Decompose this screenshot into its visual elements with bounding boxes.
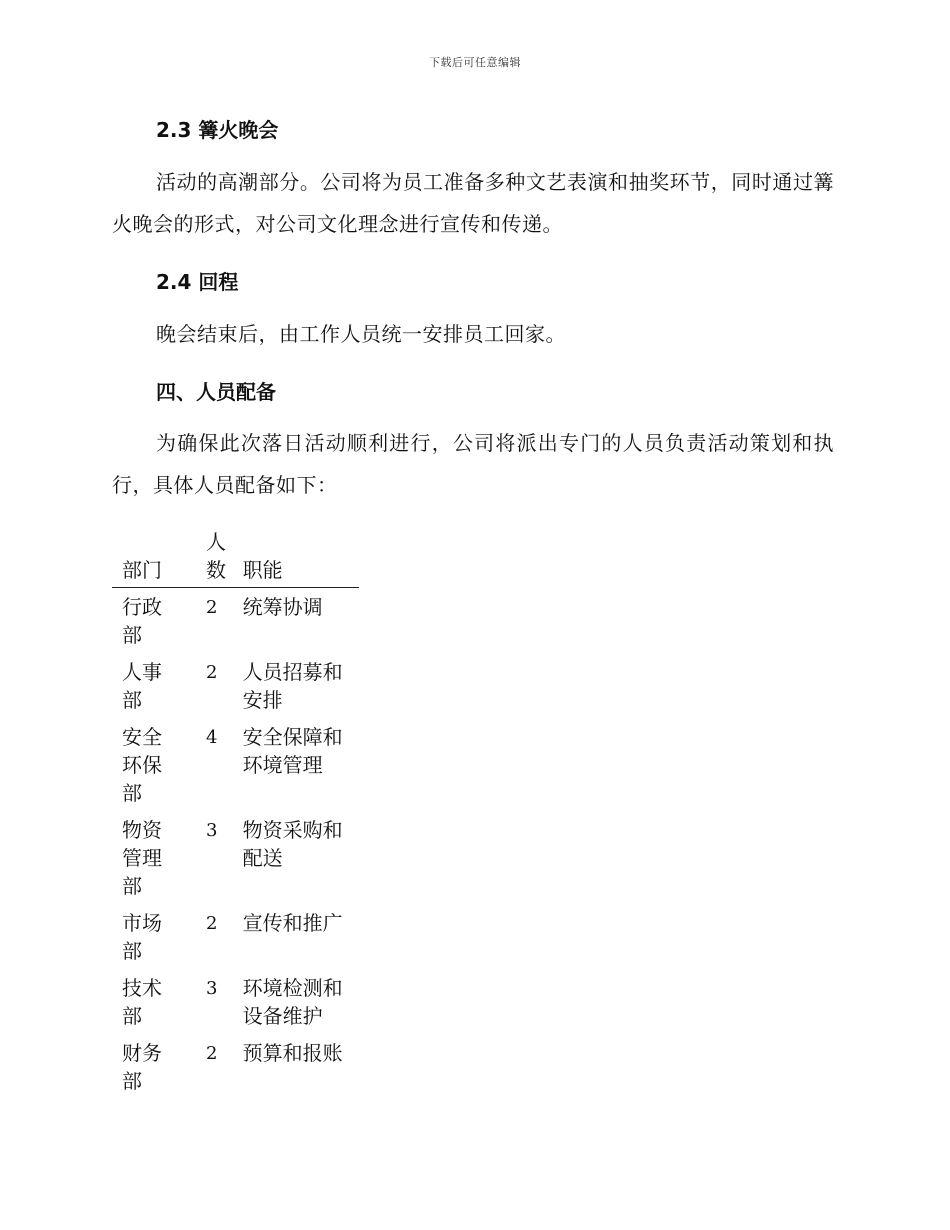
table-body: [112, 588, 359, 1100]
func-text: 物资采购和配送: [242, 818, 343, 870]
table-cell-count: 2: [206, 597, 218, 618]
table-header-count-label: 人数: [206, 530, 227, 582]
table-row: [112, 653, 359, 718]
func-text: 预算和报账: [242, 1041, 343, 1065]
dept-name: 技术部: [122, 976, 162, 1028]
dept-name: 人事部: [122, 660, 162, 712]
table-cell-count: 3: [206, 978, 218, 999]
section-paragraph-4: 为确保此次落日活动顺利进行，公司将派出专门的人员负责活动策划和执行，具体人员配备如下：: [112, 431, 834, 497]
table-row: [112, 1034, 359, 1099]
table-row: [112, 904, 359, 969]
table-cell-func: [243, 904, 359, 969]
page-header: 下载后可任意编辑: [429, 56, 521, 69]
section-paragraph-2-3: 活动的高潮部分。公司将为员工准备多种文艺表演和抽奖环节，同时通过篝火晚会的形式，对公司文化理念进行宣传和传递。: [112, 170, 834, 236]
func-text: 宣传和推广: [242, 911, 343, 935]
section-heading-2-3: 2.3 篝火晚会: [156, 118, 279, 142]
staffing-table-container: [112, 528, 359, 1099]
table-cell-dept: [112, 718, 174, 811]
table-header-dept: 部门: [112, 528, 174, 588]
section-heading-2-4: 2.4 回程: [156, 270, 239, 294]
dept-name: 物资管理部: [122, 818, 162, 898]
table-cell-count: 2: [206, 1043, 218, 1064]
table-row: [112, 718, 359, 811]
table-cell-count: 2: [206, 913, 218, 934]
table-row: [112, 811, 359, 904]
table-cell-dept: [112, 969, 174, 1034]
dept-name: 财务部: [122, 1041, 162, 1093]
table-cell-dept: [112, 653, 174, 718]
staffing-table: [112, 528, 359, 1099]
table-row: [112, 969, 359, 1034]
dept-name: 行政部: [122, 595, 162, 647]
table-cell-dept: [112, 904, 174, 969]
func-text: 安全保障和环境管理: [242, 725, 343, 777]
section-paragraph-2-4: 晚会结束后，由工作人员统一安排员工回家。: [156, 322, 566, 346]
func-text: 统筹协调: [242, 595, 323, 619]
table-cell-func: [243, 653, 359, 718]
table-header-row: [112, 528, 359, 588]
func-text: 人员招募和安排: [242, 660, 343, 712]
table-cell-func: [243, 588, 359, 654]
func-text: 环境检测和设备维护: [242, 976, 343, 1028]
table-cell-count: 2: [206, 662, 218, 683]
table-cell-dept: [112, 1034, 174, 1099]
table-header-func: 职能: [243, 528, 359, 588]
section-heading-4: 四、人员配备: [156, 380, 276, 404]
dept-name: 市场部: [122, 911, 162, 963]
table-cell-func: [243, 969, 359, 1034]
table-cell-dept: [112, 588, 174, 654]
table-cell-count: 4: [206, 727, 218, 748]
table-row: [112, 588, 359, 654]
table-header-count: [174, 528, 243, 588]
table-cell-count: 3: [206, 820, 218, 841]
dept-name: 安全环保部: [122, 725, 162, 805]
table-cell-func: [243, 718, 359, 811]
table-cell-func: [243, 1034, 359, 1099]
table-cell-func: [243, 811, 359, 904]
table-cell-dept: [112, 811, 174, 904]
